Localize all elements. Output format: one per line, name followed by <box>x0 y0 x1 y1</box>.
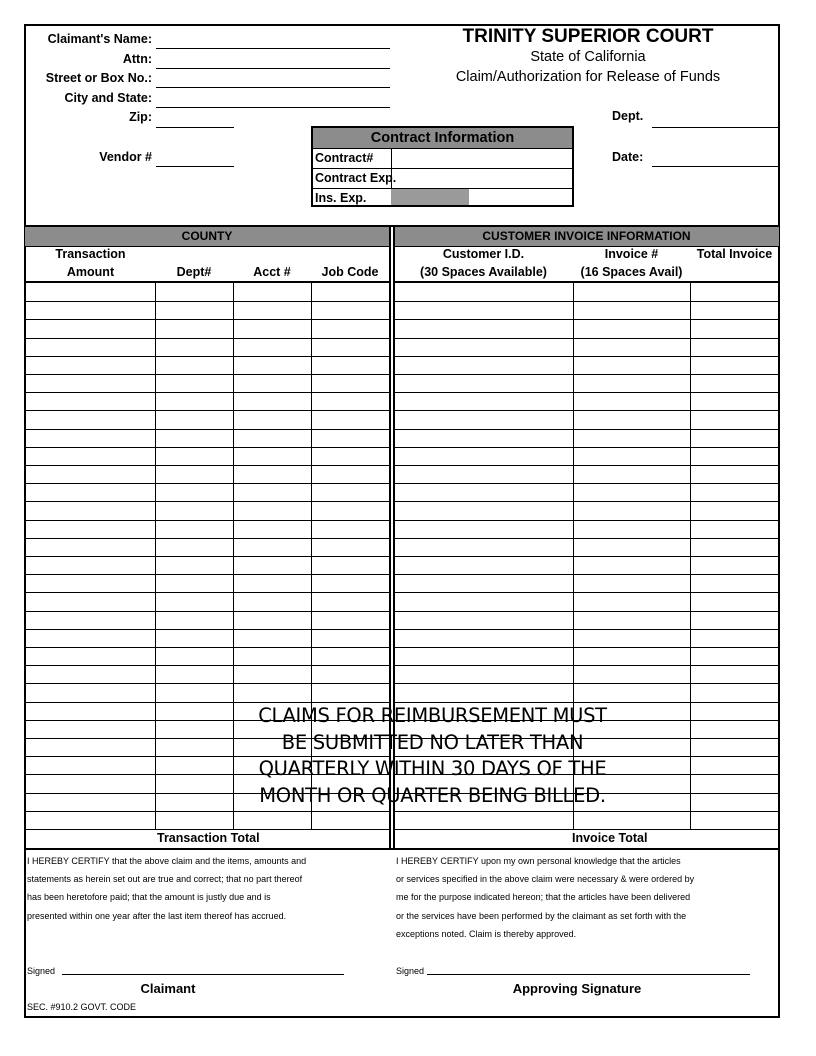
row-rule <box>394 556 779 557</box>
contract-exp-row[interactable] <box>313 169 572 189</box>
col-invoice-line1: Invoice # <box>604 247 659 261</box>
row-rule <box>394 356 779 357</box>
row-rule <box>25 538 389 539</box>
contract-divider <box>391 149 392 189</box>
cert-right-line-4: or the services have been performed by the claimant as set forth with the <box>396 910 687 921</box>
row-rule <box>394 592 779 593</box>
row-rule <box>394 429 779 430</box>
col-customer-line2: (30 Spaces Available) <box>420 265 547 279</box>
zip-label: Zip: <box>129 110 152 124</box>
row-rule <box>394 538 779 539</box>
row-rule <box>25 811 389 812</box>
row-rule <box>25 574 389 575</box>
col-invoice-line2: (16 Spaces Avail) <box>580 265 683 279</box>
county-header: COUNTY <box>25 225 389 247</box>
cert-right-line-1: I HEREBY CERTIFY upon my own personal knowledge that the articles <box>396 856 681 866</box>
ins-exp-row[interactable] <box>313 189 572 205</box>
row-rule <box>25 483 389 484</box>
row-rule <box>394 465 779 466</box>
row-rule <box>25 592 389 593</box>
row-rule <box>25 301 389 302</box>
row-rule <box>25 429 389 430</box>
govt-code: SEC. #910.2 GOVT. CODE <box>27 1002 137 1012</box>
approver-signature-field[interactable] <box>427 974 750 975</box>
notice-line-3: QUARTERLY WITHIN 30 DAYS OF THE <box>258 757 607 780</box>
row-rule <box>25 665 389 666</box>
col-transaction-line1: Transaction <box>55 247 126 261</box>
row-rule <box>394 319 779 320</box>
dept-field[interactable] <box>652 127 779 128</box>
row-rule <box>25 829 389 830</box>
col-customer-line1: Customer I.D. <box>442 247 525 261</box>
row-rule <box>25 520 389 521</box>
row-rule <box>394 483 779 484</box>
cert-left-line-4: presented within one year after the last item thereof has accrued. <box>27 910 287 921</box>
claimant-name-field[interactable] <box>156 48 390 49</box>
vendor-label: Vendor # <box>99 150 152 164</box>
row-rule <box>394 392 779 393</box>
transaction-total-label: Transaction Total <box>157 831 260 845</box>
notice-line-1: CLAIMS FOR REIMBURSEMENT MUST <box>258 704 607 727</box>
date-label: Date: <box>612 150 644 164</box>
row-rule <box>25 501 389 502</box>
row-rule <box>394 374 779 375</box>
cert-right-line-5: exceptions noted. Claim is thereby approved. <box>396 928 577 939</box>
notice-line-4: MONTH OR QUARTER BEING BILLED. <box>259 783 606 807</box>
row-rule <box>25 683 389 684</box>
cert-right-line-2: or services specified in the above claim were necessary & were ordered by <box>396 874 695 885</box>
row-rule <box>394 447 779 448</box>
attn-label: Attn: <box>122 52 152 66</box>
total-rule <box>25 848 779 850</box>
row-rule <box>394 647 779 648</box>
row-rule <box>394 665 779 666</box>
row-rule <box>25 556 389 557</box>
row-rule <box>25 465 389 466</box>
certification-left <box>27 852 306 925</box>
row-rule <box>394 338 779 339</box>
row-rule <box>394 683 779 684</box>
col-job-code: Job Code <box>321 265 379 279</box>
claimant-signed-label: Signed <box>27 966 56 976</box>
invoice-total-label: Invoice Total <box>572 831 648 845</box>
section-top-rule <box>25 225 779 227</box>
contract-exp-label: Contract Exp. <box>315 171 397 185</box>
customer-invoice-header: CUSTOMER INVOICE INFORMATION <box>394 225 779 247</box>
certification-right <box>396 852 694 943</box>
cert-left-line-3: has been heretofore paid; that the amount is justly due and is <box>27 892 271 903</box>
header-rule-right <box>394 281 779 283</box>
court-name: TRINITY SUPERIOR COURT <box>462 26 714 47</box>
date-field[interactable] <box>652 166 779 167</box>
approver-signed-label: Signed <box>396 966 425 976</box>
row-rule <box>394 410 779 411</box>
col-dept: Dept# <box>176 265 212 279</box>
row-rule <box>394 520 779 521</box>
row-rule <box>25 374 389 375</box>
col-acct: Acct # <box>253 265 291 279</box>
ins-exp-label: Ins. Exp. <box>315 191 367 205</box>
reimbursement-notice <box>210 703 655 809</box>
city-state-label: City and State: <box>64 91 152 105</box>
contract-info-box <box>311 126 574 207</box>
notice-line-2: BE SUBMITTED NO LATER THAN <box>281 730 584 754</box>
contract-info-title: Contract Information <box>313 128 572 149</box>
header-rule-left <box>25 281 389 283</box>
row-rule <box>394 301 779 302</box>
street-field[interactable] <box>156 87 390 88</box>
row-rule <box>25 356 389 357</box>
claimant-signature-field[interactable] <box>62 974 344 975</box>
cert-right-line-3: me for the purpose indicated hereon; that the articles have been delivered <box>396 892 691 903</box>
claimant-name-label: Claimant's Name: <box>47 32 152 46</box>
state-name: State of California <box>530 49 646 65</box>
attn-field[interactable] <box>156 68 390 69</box>
city-state-field[interactable] <box>156 107 390 108</box>
row-rule <box>25 647 389 648</box>
approver-signature-label: Approving Signature <box>512 981 642 996</box>
col-total-invoice: Total Invoice <box>696 247 773 261</box>
form-title: Claim/Authorization for Release of Funds <box>455 69 721 85</box>
row-rule <box>25 319 389 320</box>
row-rule <box>394 811 779 812</box>
ins-exp-shade <box>391 189 469 205</box>
cert-left-line-2: statements as herein set out are true and correct; that no part thereof <box>27 874 303 885</box>
zip-field[interactable] <box>156 127 234 128</box>
row-rule <box>25 611 389 612</box>
claimant-signature-label: Claimant <box>140 981 196 996</box>
col-rule <box>690 283 691 829</box>
row-rule <box>25 629 389 630</box>
col-transaction-line2: Amount <box>66 265 115 279</box>
cert-left-line-1: I HEREBY CERTIFY that the above claim and the items, amounts and <box>27 856 307 866</box>
row-rule <box>394 629 779 630</box>
row-rule <box>394 611 779 612</box>
street-label: Street or Box No.: <box>45 71 152 85</box>
contract-number-label: Contract# <box>315 151 374 165</box>
row-rule <box>25 392 389 393</box>
row-rule <box>25 338 389 339</box>
row-rule <box>394 501 779 502</box>
col-rule <box>155 283 156 829</box>
vendor-field[interactable] <box>156 166 234 167</box>
contract-number-row[interactable] <box>313 149 572 169</box>
row-rule <box>25 410 389 411</box>
dept-label: Dept. <box>612 109 644 123</box>
row-rule <box>394 829 779 830</box>
row-rule <box>394 574 779 575</box>
row-rule <box>25 447 389 448</box>
